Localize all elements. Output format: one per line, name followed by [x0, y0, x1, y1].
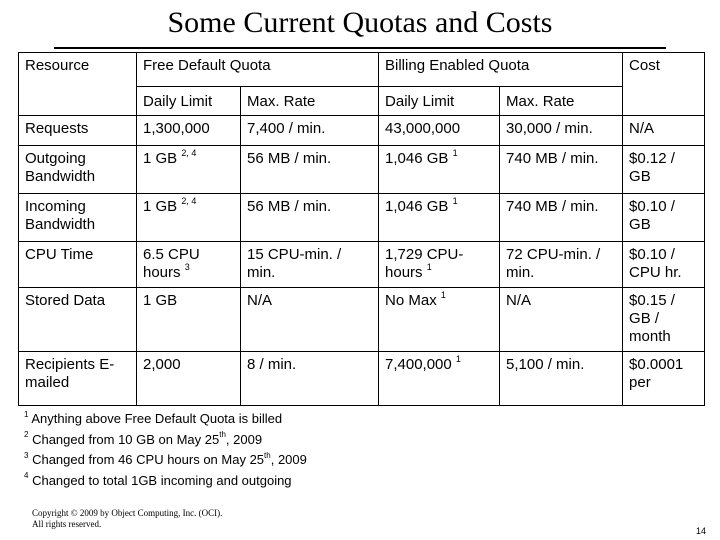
footnote-reference: 2, 4: [181, 148, 197, 158]
cell-cost-text: $0.10 / GB: [629, 198, 675, 233]
cell-free-max-rate: [241, 242, 379, 288]
cell-cost: [623, 146, 705, 194]
cell-billing-max-rate-text: 740 MB / min.: [506, 198, 599, 215]
cell-free-daily-limit: [137, 242, 241, 288]
footnote-reference: 1: [440, 290, 446, 300]
header-billing-enabled-quota: Billing Enabled Quota: [379, 53, 623, 87]
footnote-text: Changed from 46 CPU hours on May 25: [32, 452, 265, 467]
cell-cost: [623, 194, 705, 242]
cell-billing-daily-limit: [379, 242, 500, 288]
cell-free-daily-limit-text: 1 GB: [143, 198, 178, 215]
cell-resource-text: Outgoing Bandwidth: [25, 150, 96, 185]
footnote-marker: 4: [24, 471, 29, 481]
cell-cost: [623, 242, 705, 288]
cell-billing-max-rate-text: 30,000 / min.: [506, 120, 593, 137]
header-free-default-quota: Free Default Quota: [137, 53, 379, 87]
cell-free-daily-limit-text: 1 GB: [143, 292, 178, 309]
table-row: [19, 116, 705, 146]
footnote-item: [24, 409, 307, 430]
cell-free-daily-limit-text: 6.5 CPU hours: [143, 246, 200, 281]
cell-billing-max-rate: [500, 352, 623, 406]
cell-billing-daily-limit-text: 1,046 GB: [385, 198, 449, 215]
cell-billing-max-rate: [500, 194, 623, 242]
ordinal-suffix: th: [219, 430, 226, 440]
cell-free-daily-limit: [137, 116, 241, 146]
cell-billing-daily-limit-text: 43,000,000: [385, 120, 461, 137]
cell-free-max-rate-text: N/A: [247, 292, 273, 309]
cell-free-max-rate: [241, 116, 379, 146]
cell-cost: [623, 288, 705, 352]
table-row: [19, 146, 705, 194]
cell-billing-daily-limit-text: 1,046 GB: [385, 150, 449, 167]
table-row: [19, 288, 705, 352]
cell-billing-max-rate-text: N/A: [506, 292, 532, 309]
footnote-reference: 1: [455, 354, 461, 364]
cell-free-max-rate: [241, 146, 379, 194]
cell-resource: [19, 288, 137, 352]
cell-cost-text: $0.10 / CPU hr.: [629, 246, 682, 281]
title-divider: [54, 47, 666, 49]
page-title: Some Current Quotas and Costs: [167, 6, 553, 39]
cell-billing-max-rate-text: 5,100 / min.: [506, 356, 585, 373]
cell-billing-daily-limit: [379, 146, 500, 194]
cell-resource: [19, 146, 137, 194]
cell-free-max-rate-text: 7,400 / min.: [247, 120, 326, 137]
cell-cost-text: N/A: [629, 120, 655, 137]
ordinal-suffix: th: [264, 450, 271, 460]
header-cost: Cost: [623, 53, 705, 116]
cell-resource: [19, 116, 137, 146]
cell-billing-daily-limit: [379, 288, 500, 352]
subheader-billing-max-rate: Max. Rate: [500, 87, 623, 116]
table-row: [19, 194, 705, 242]
table-row: [19, 352, 705, 406]
cell-resource-text: Recipients E-mailed: [25, 356, 115, 391]
footnote-reference: 2, 4: [181, 196, 197, 206]
cell-billing-daily-limit-text: No Max: [385, 292, 437, 309]
footnote-item: [24, 471, 307, 492]
footnote-text: Changed to total 1GB incoming and outgoing: [32, 472, 292, 488]
cell-billing-daily-limit: [379, 194, 500, 242]
cell-billing-daily-limit-text: 1,729 CPU-hours: [385, 246, 464, 281]
cell-free-daily-limit: [137, 288, 241, 352]
cell-billing-daily-limit-text: 7,400,000: [385, 356, 452, 373]
cell-free-daily-limit-text: 2,000: [143, 356, 181, 373]
cell-cost: [623, 352, 705, 406]
copyright-line: Copyright © 2009 by Object Computing, Inc. (OCI).: [32, 508, 223, 518]
cell-free-max-rate-text: 56 MB / min.: [247, 150, 332, 167]
quota-table: [18, 52, 705, 406]
table-row: [19, 242, 705, 288]
cell-billing-max-rate: [500, 288, 623, 352]
footnote-marker: 3: [24, 450, 29, 460]
cell-free-daily-limit-text: 1,300,000: [143, 120, 210, 137]
footnote-text: Anything above Free Default Quota is billed: [31, 411, 283, 426]
cell-billing-max-rate: [500, 146, 623, 194]
cell-free-max-rate: [241, 194, 379, 242]
footnotes: [24, 409, 307, 491]
cell-free-daily-limit: [137, 146, 241, 194]
cell-free-max-rate-text: 15 CPU-min. / min.: [247, 246, 342, 281]
footnote-reference: 3: [184, 262, 190, 272]
cell-cost-text: $0.12 / GB: [629, 150, 675, 185]
cell-billing-max-rate-text: 740 MB / min.: [506, 150, 599, 167]
copyright-notice: [32, 508, 222, 530]
header-row: [19, 53, 705, 87]
subheader-free-daily-limit: Daily Limit: [137, 87, 241, 116]
cell-free-max-rate-text: 56 MB / min.: [247, 198, 332, 215]
cell-billing-max-rate-text: 72 CPU-min. / min.: [506, 246, 601, 281]
footnote-text-end: , 2009: [225, 431, 263, 447]
cell-cost-text: $0.0001 per: [629, 356, 684, 391]
cell-resource-text: Stored Data: [25, 292, 106, 309]
cell-resource-text: CPU Time: [25, 246, 94, 263]
cell-cost-text: $0.15 / GB / month: [629, 292, 675, 345]
cell-resource: [19, 242, 137, 288]
footnote-marker: 2: [24, 430, 29, 440]
header-resource: Resource: [19, 53, 137, 116]
footnote-text-end: , 2009: [270, 452, 307, 467]
footnote-reference: 1: [426, 262, 432, 272]
cell-free-max-rate: [241, 352, 379, 406]
cell-resource: [19, 194, 137, 242]
footnote-item: [24, 430, 307, 451]
cell-free-daily-limit-text: 1 GB: [143, 150, 178, 167]
page-number: 14: [695, 526, 706, 536]
footnote-marker: 1: [24, 409, 29, 419]
footnote-reference: 1: [452, 148, 458, 158]
copyright-rights: All rights reserved.: [32, 519, 102, 529]
subheader-billing-daily-limit: Daily Limit: [379, 87, 500, 116]
footnote-item: [24, 450, 307, 471]
cell-billing-daily-limit: [379, 116, 500, 146]
footnote-text: Changed from 10 GB on May 25: [32, 431, 220, 447]
cell-free-daily-limit: [137, 352, 241, 406]
cell-billing-daily-limit: [379, 352, 500, 406]
footnote-reference: 1: [452, 196, 458, 206]
cell-billing-max-rate: [500, 242, 623, 288]
cell-free-max-rate: [241, 288, 379, 352]
table-body: [19, 116, 705, 406]
cell-free-daily-limit: [137, 194, 241, 242]
cell-resource-text: Requests: [25, 120, 89, 137]
cell-resource-text: Incoming Bandwidth: [25, 198, 96, 233]
cell-free-max-rate-text: 8 / min.: [247, 356, 297, 373]
cell-billing-max-rate: [500, 116, 623, 146]
cell-resource: [19, 352, 137, 406]
subheader-free-max-rate: Max. Rate: [241, 87, 379, 116]
cell-cost: [623, 116, 705, 146]
